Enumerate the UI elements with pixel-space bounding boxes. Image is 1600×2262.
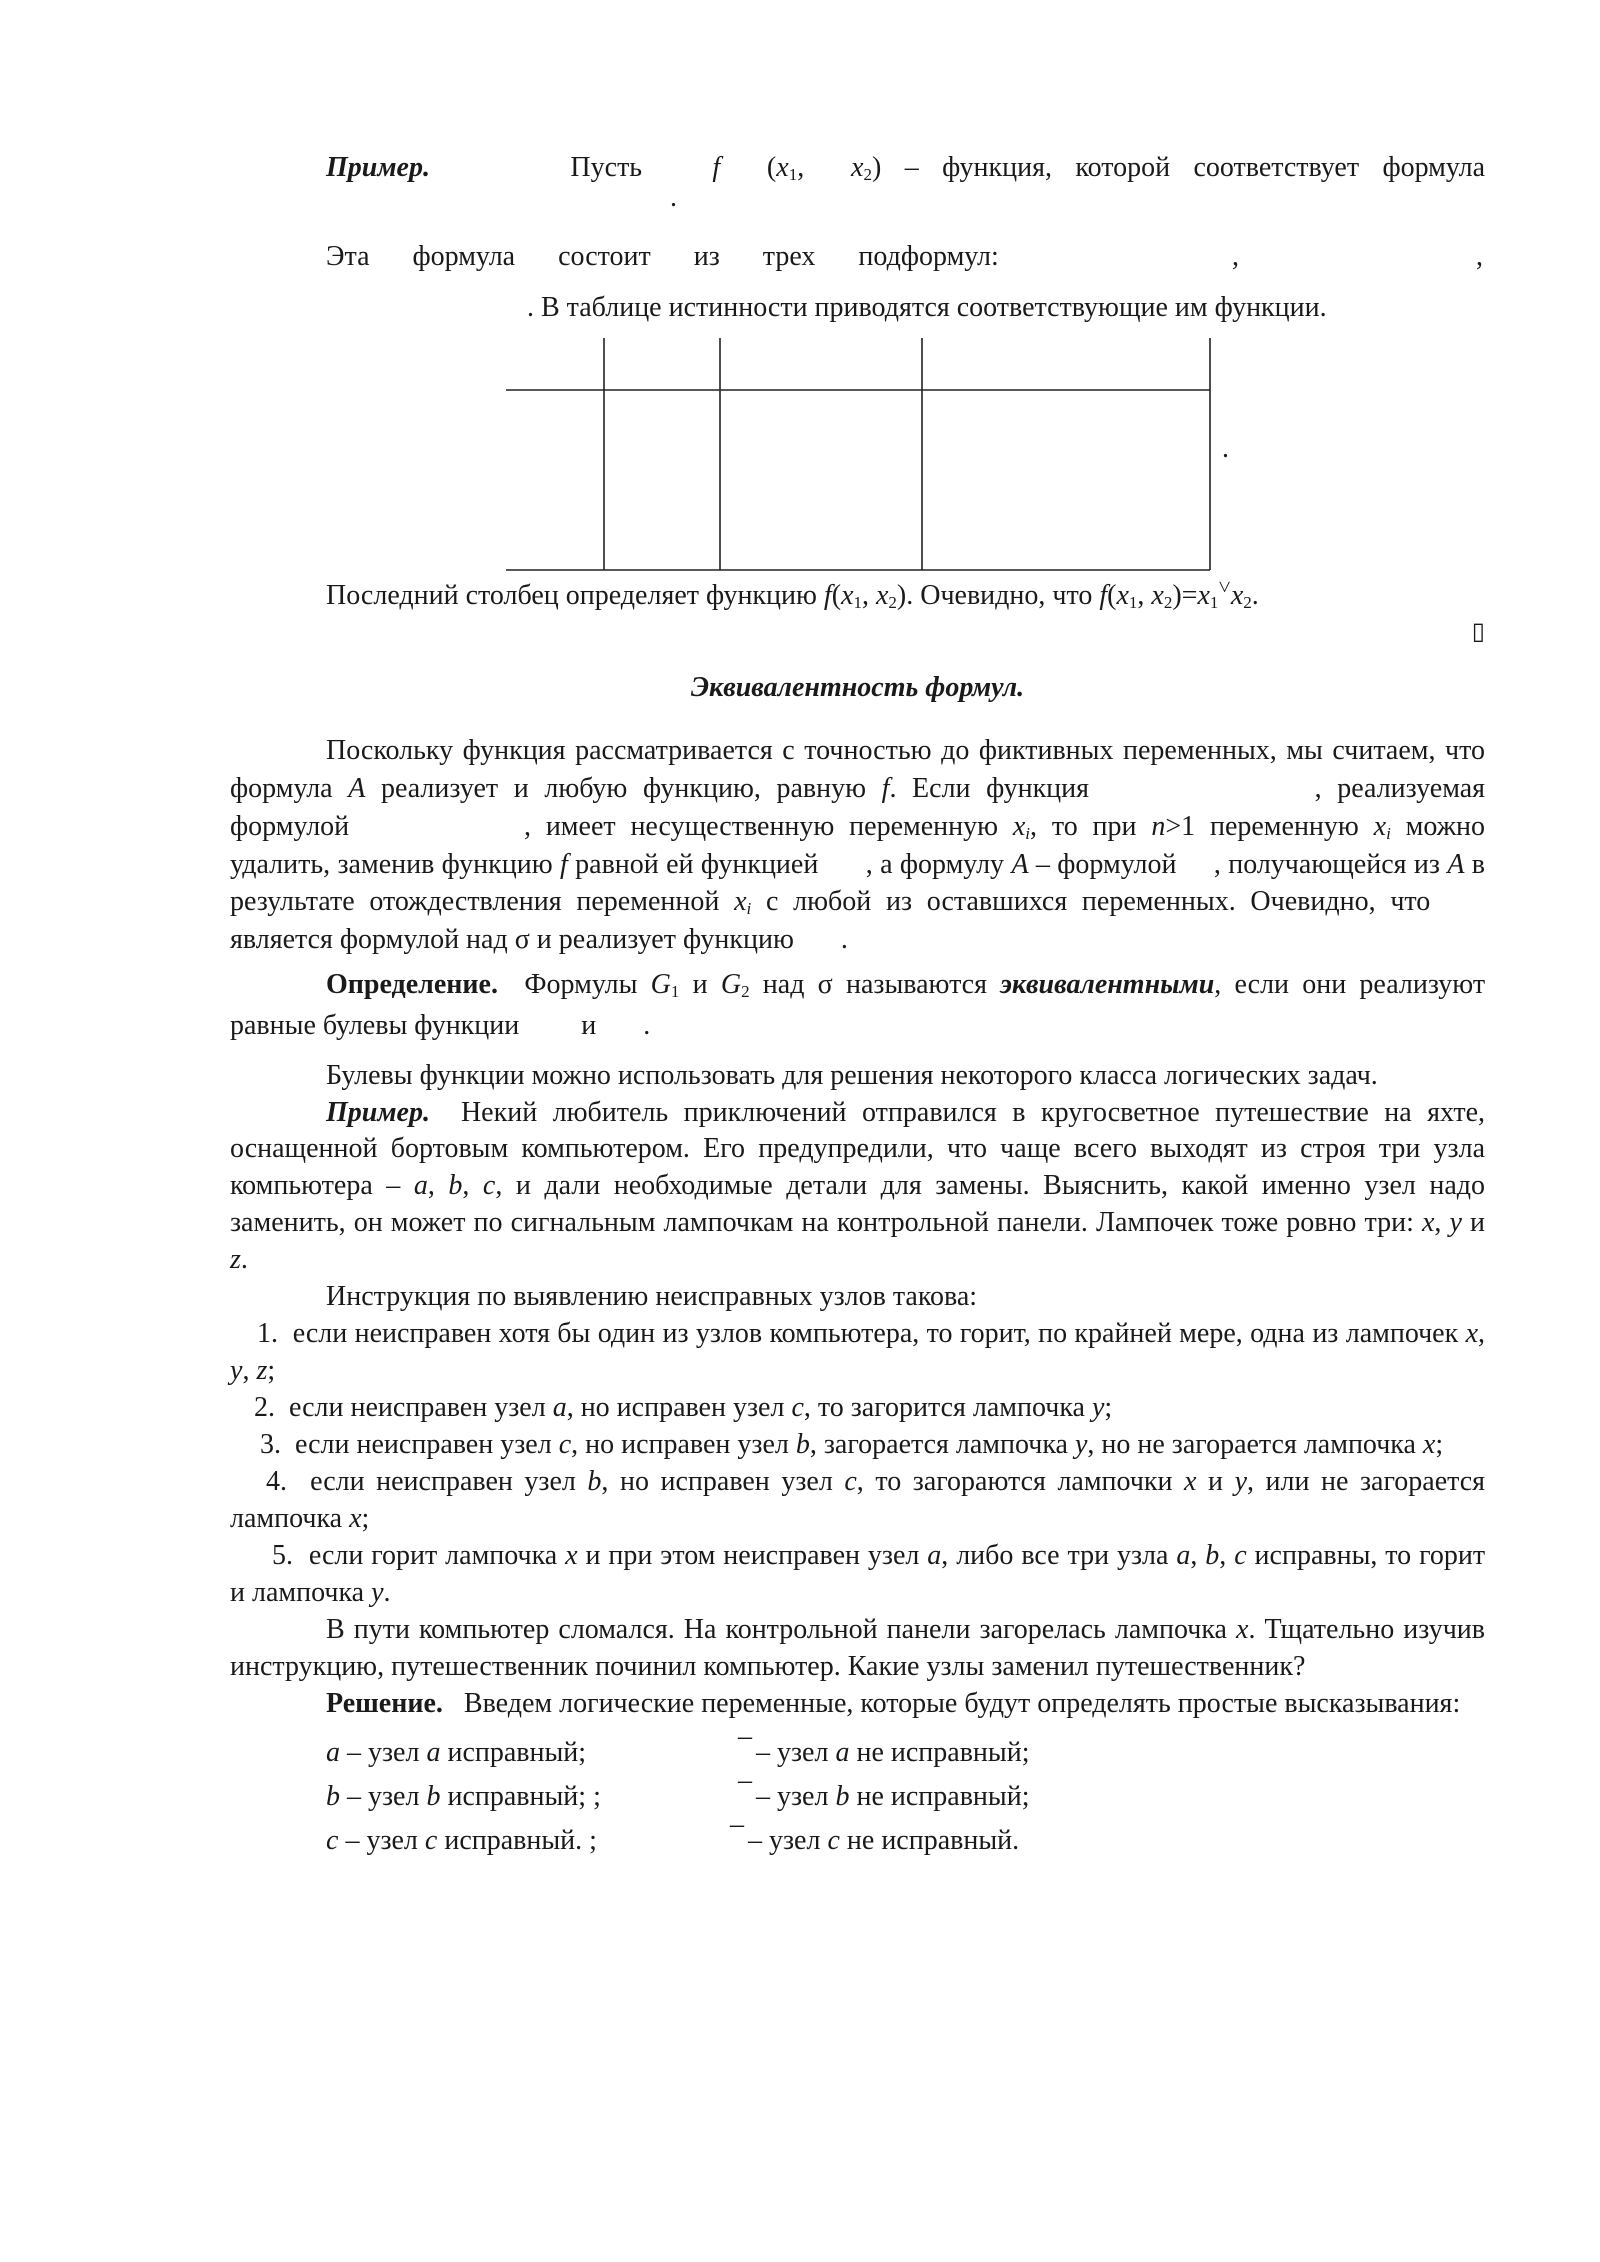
last-column-line xyxy=(326,574,1485,614)
text: , имеет несущественную переменную xyxy=(524,810,999,842)
or-symbol: ˅ xyxy=(1218,574,1231,600)
text: , xyxy=(1219,1539,1227,1571)
comma: , xyxy=(797,152,805,183)
text: , а формулу xyxy=(865,848,1005,880)
sub: 2 xyxy=(888,593,897,613)
func-f: f xyxy=(1099,580,1108,612)
text: – узел xyxy=(756,1780,829,1812)
text: – узел xyxy=(347,1780,420,1812)
sub: 2 xyxy=(1163,593,1173,613)
rule-number: 1. xyxy=(257,1318,278,1350)
var-neg-def xyxy=(756,1779,1030,1815)
example-label: Пример. xyxy=(326,1096,430,1128)
var-b: b xyxy=(448,1170,463,1202)
text: ; xyxy=(1104,1392,1113,1424)
text: , xyxy=(1478,1318,1486,1350)
var-x: x xyxy=(841,580,854,612)
var: a xyxy=(426,1736,441,1768)
text: – узел xyxy=(345,1824,418,1856)
text: ). Очевидно, что xyxy=(896,580,1093,612)
rule-item xyxy=(230,1316,1485,1390)
truth-table xyxy=(230,334,1485,574)
text: , загорается лампочка xyxy=(809,1429,1068,1461)
var-A: A xyxy=(348,772,366,804)
var: y xyxy=(230,1355,243,1387)
text: Поскольку функция рассматривается с точностью до фиктивных переменных, мы считаем, что формула xyxy=(230,735,1485,804)
rule-number: 5. xyxy=(272,1539,293,1571)
var: z xyxy=(256,1355,268,1387)
var: b xyxy=(835,1780,850,1812)
comma: , xyxy=(1232,240,1239,272)
sub: 1 xyxy=(853,593,862,613)
negation-bar: – xyxy=(738,1764,752,1796)
text: , xyxy=(861,580,869,612)
var-A: A xyxy=(1447,848,1465,880)
text: . xyxy=(643,1009,651,1041)
definition-paragraph xyxy=(230,965,1485,1046)
var: y xyxy=(1074,1429,1088,1461)
paragraph: Булевы функции можно использовать для решения некоторого класса логических задач. xyxy=(326,1060,1378,1092)
negation-bar: – xyxy=(738,1720,752,1752)
text: . xyxy=(240,1244,248,1276)
var: x xyxy=(1422,1429,1436,1461)
var-neg-def xyxy=(748,1823,1019,1859)
var: c xyxy=(326,1824,339,1856)
text: ( xyxy=(831,580,842,612)
text: . Тщательно изучив инструкцию, путешественник починил компьютер. Какие узлы заменил путешественник? xyxy=(230,1613,1485,1682)
text: если неисправен хотя бы один из узлов компьютера, то горит, по крайней мере, одна из лампочек xyxy=(292,1318,1459,1350)
text: , xyxy=(1434,1207,1442,1239)
var: a xyxy=(326,1736,340,1768)
var: y xyxy=(1091,1392,1105,1424)
truth-table-grid xyxy=(230,334,1485,574)
text: с любой из оставшихся переменных. Очевидно, что xyxy=(766,886,1431,918)
variable-row xyxy=(326,1764,1485,1819)
var: c xyxy=(558,1429,572,1461)
text: , реализуемая формулой xyxy=(230,772,1486,842)
sub: 2 xyxy=(741,981,750,1001)
paren: ) xyxy=(871,152,882,183)
example2-paragraph xyxy=(230,1095,1485,1280)
var-y: y xyxy=(1449,1207,1462,1239)
rule-item xyxy=(230,1427,1485,1464)
sub: 1 xyxy=(1128,593,1138,613)
var-z: z xyxy=(230,1244,241,1276)
variable-row xyxy=(326,1808,1485,1863)
text: над σ называются xyxy=(762,968,987,1000)
text: Формулы xyxy=(524,968,638,1000)
text: равной ей функцией xyxy=(575,848,819,880)
dot: . xyxy=(670,182,677,214)
example-label: Пример. xyxy=(326,152,430,183)
sub: i xyxy=(1025,823,1031,843)
var-x: x xyxy=(1421,1207,1435,1239)
var: b xyxy=(795,1429,810,1461)
var: c xyxy=(827,1824,840,1856)
text: Последний столбец определяет функцию xyxy=(326,580,817,612)
text: ; xyxy=(267,1355,276,1387)
text: реализует и любую функцию, равную xyxy=(380,772,867,804)
text: , то при xyxy=(1030,810,1137,842)
var: c xyxy=(424,1824,438,1856)
variable-row xyxy=(326,1720,1485,1775)
sub: 1 xyxy=(670,981,680,1001)
var-x: x xyxy=(1151,580,1164,612)
text: , и дали необходимые детали для замены. Выяснить, какой именно узел надо заменить, он может по сигнальным лампочкам на контрольной панели. Лампочек тоже ровно три: xyxy=(230,1170,1486,1239)
text: если неисправен узел xyxy=(295,1429,552,1461)
var-x: x xyxy=(776,152,789,183)
instruction-intro: Инструкция по выявлению неисправных узлов такова: xyxy=(326,1281,978,1313)
text: . xyxy=(383,1576,391,1608)
qed-line xyxy=(230,617,1485,648)
rule-item xyxy=(230,1390,1485,1427)
text: , но не загорается лампочка xyxy=(1087,1429,1416,1461)
func-f: f xyxy=(823,580,832,612)
var: b xyxy=(1205,1539,1220,1571)
paren: ( xyxy=(766,152,777,183)
var-def xyxy=(326,1779,601,1815)
text: )= xyxy=(1172,580,1198,612)
section-title: Эквивалентность формул. xyxy=(690,671,1025,703)
var-x: x xyxy=(875,580,889,612)
var: x xyxy=(565,1539,578,1571)
var: b xyxy=(326,1780,340,1812)
func-f: f xyxy=(559,848,568,880)
text: . Если функция xyxy=(889,772,1090,804)
text: исправный; ; xyxy=(447,1780,601,1812)
text: если горит лампочка xyxy=(308,1539,558,1571)
text: не исправный; xyxy=(856,1736,1030,1768)
text: , xyxy=(1137,580,1145,612)
var: x xyxy=(1465,1318,1479,1350)
document-page xyxy=(230,150,1485,1863)
var-x: x xyxy=(851,152,864,183)
text: и при этом неисправен узел xyxy=(585,1539,920,1571)
rule-number: 3. xyxy=(260,1429,281,1461)
func-f: f xyxy=(712,152,721,183)
sub: 1 xyxy=(1209,593,1219,613)
text: , или не загорается лампочка xyxy=(230,1466,1486,1534)
text: и xyxy=(1470,1207,1486,1239)
solution-label: Решение. xyxy=(326,1687,443,1719)
text: исправны, то горит и лампочка xyxy=(230,1539,1486,1608)
rule-number: 4. xyxy=(266,1466,287,1498)
text: ( xyxy=(1107,580,1117,612)
comma: , xyxy=(1476,240,1483,272)
text: является формулой над σ и реализует функцию xyxy=(230,924,794,956)
text: , получающейся из xyxy=(1213,848,1440,880)
text: . xyxy=(840,924,848,956)
var-x: x xyxy=(1236,1613,1249,1645)
text: , xyxy=(462,1170,470,1202)
var-x: x xyxy=(1230,580,1244,612)
text: ; xyxy=(361,1502,370,1534)
text: , то загораются лампочки xyxy=(856,1466,1173,1498)
text: , либо все три узла xyxy=(941,1539,1169,1571)
text: . В таблице истинности приводятся соответствующие им функции. xyxy=(527,291,1327,323)
sub: 1 xyxy=(788,165,798,184)
text: . xyxy=(1251,580,1259,612)
text: Эта формула состоит из трех подформул: xyxy=(326,240,999,272)
text: , но исправен узел xyxy=(601,1466,833,1498)
var-x: x xyxy=(1012,810,1026,842)
text: не исправный; xyxy=(856,1780,1030,1812)
var-G: G xyxy=(720,968,742,1000)
rule-item xyxy=(230,1538,1485,1612)
var-neg-def xyxy=(756,1735,1030,1771)
text: можно удалить, заменив функцию xyxy=(230,810,1486,880)
text: В пути компьютер сломался. На контрольной панели загорелась лампочка xyxy=(326,1613,1227,1645)
text: , но исправен узел xyxy=(566,1392,785,1424)
text: и xyxy=(692,968,708,1000)
text: и xyxy=(581,1009,597,1041)
var: c xyxy=(844,1466,857,1498)
var: a xyxy=(1176,1539,1191,1571)
rule-item xyxy=(230,1464,1485,1538)
sub: 2 xyxy=(863,165,872,184)
var: c xyxy=(1234,1539,1247,1571)
var: a xyxy=(552,1392,567,1424)
var: a xyxy=(927,1539,942,1571)
var-def xyxy=(326,1735,586,1771)
var-x: x xyxy=(1373,810,1387,842)
text: если неисправен узел xyxy=(310,1466,576,1498)
sub: i xyxy=(746,899,752,919)
text: Некий любитель приключений отправился в кругосветное путешествие на яхте, оснащенной бортовым компьютером. Его предупредили, что чаще всего выходят из строя три узла компьютера – xyxy=(230,1096,1485,1202)
var: a xyxy=(835,1736,850,1768)
solution-paragraph xyxy=(230,1686,1485,1723)
text: – узел xyxy=(347,1736,420,1768)
term: эквивалентными xyxy=(1000,968,1215,1000)
dot: . xyxy=(1222,433,1229,465)
text: не исправный. xyxy=(846,1824,1020,1856)
sub: 2 xyxy=(1243,593,1252,613)
text: , xyxy=(1190,1539,1198,1571)
var: x xyxy=(349,1502,362,1534)
var-c: c xyxy=(482,1170,496,1202)
var-x: x xyxy=(734,886,747,918)
definition-label: Определение. xyxy=(326,968,498,1000)
subformulas-line xyxy=(326,239,1485,276)
text: если неисправен узел xyxy=(289,1392,546,1424)
text: ; xyxy=(1435,1429,1444,1461)
var: y xyxy=(1234,1466,1247,1498)
text: исправный. ; xyxy=(444,1824,597,1856)
var-G: G xyxy=(650,968,671,1000)
var-a: a xyxy=(413,1170,428,1202)
negation-bar: – xyxy=(730,1808,744,1840)
text: исправный; xyxy=(447,1736,587,1768)
qed-icon: ▯ xyxy=(1471,618,1485,645)
var: b xyxy=(587,1466,602,1498)
text: , xyxy=(242,1355,250,1387)
var: y xyxy=(371,1576,384,1608)
rule-number: 2. xyxy=(254,1392,275,1424)
text: Введем логические переменные, которые будут определять простые высказывания: xyxy=(463,1687,1461,1719)
paragraph xyxy=(230,732,1485,959)
sub: i xyxy=(1386,823,1391,843)
text: , то загорится лампочка xyxy=(803,1392,1085,1424)
var: x xyxy=(1184,1466,1197,1498)
var-x: x xyxy=(1116,580,1129,612)
text: в результате отождествления переменной xyxy=(230,848,1486,918)
text: – узел xyxy=(748,1824,821,1856)
text: , xyxy=(427,1170,435,1202)
paragraph xyxy=(230,1612,1485,1686)
var: c xyxy=(791,1392,804,1424)
truth-table-intro xyxy=(230,290,1485,326)
text: Пусть xyxy=(570,152,643,183)
text: , если они реализуют равные булевы функции xyxy=(230,968,1486,1041)
text: и xyxy=(1208,1466,1224,1498)
var-A: A xyxy=(1011,848,1029,880)
text: – узел xyxy=(756,1736,829,1768)
text: >1 переменную xyxy=(1165,810,1359,842)
func-f: f xyxy=(881,772,890,804)
var: b xyxy=(426,1780,441,1812)
var-n: n xyxy=(1151,810,1166,842)
text: – формулой xyxy=(1035,848,1177,880)
example1-line xyxy=(326,150,1485,186)
text: , но исправен узел xyxy=(571,1429,789,1461)
var-def xyxy=(326,1823,597,1859)
var-x: x xyxy=(1197,580,1210,612)
text: – функция, которой соответствует формула xyxy=(904,152,1486,183)
